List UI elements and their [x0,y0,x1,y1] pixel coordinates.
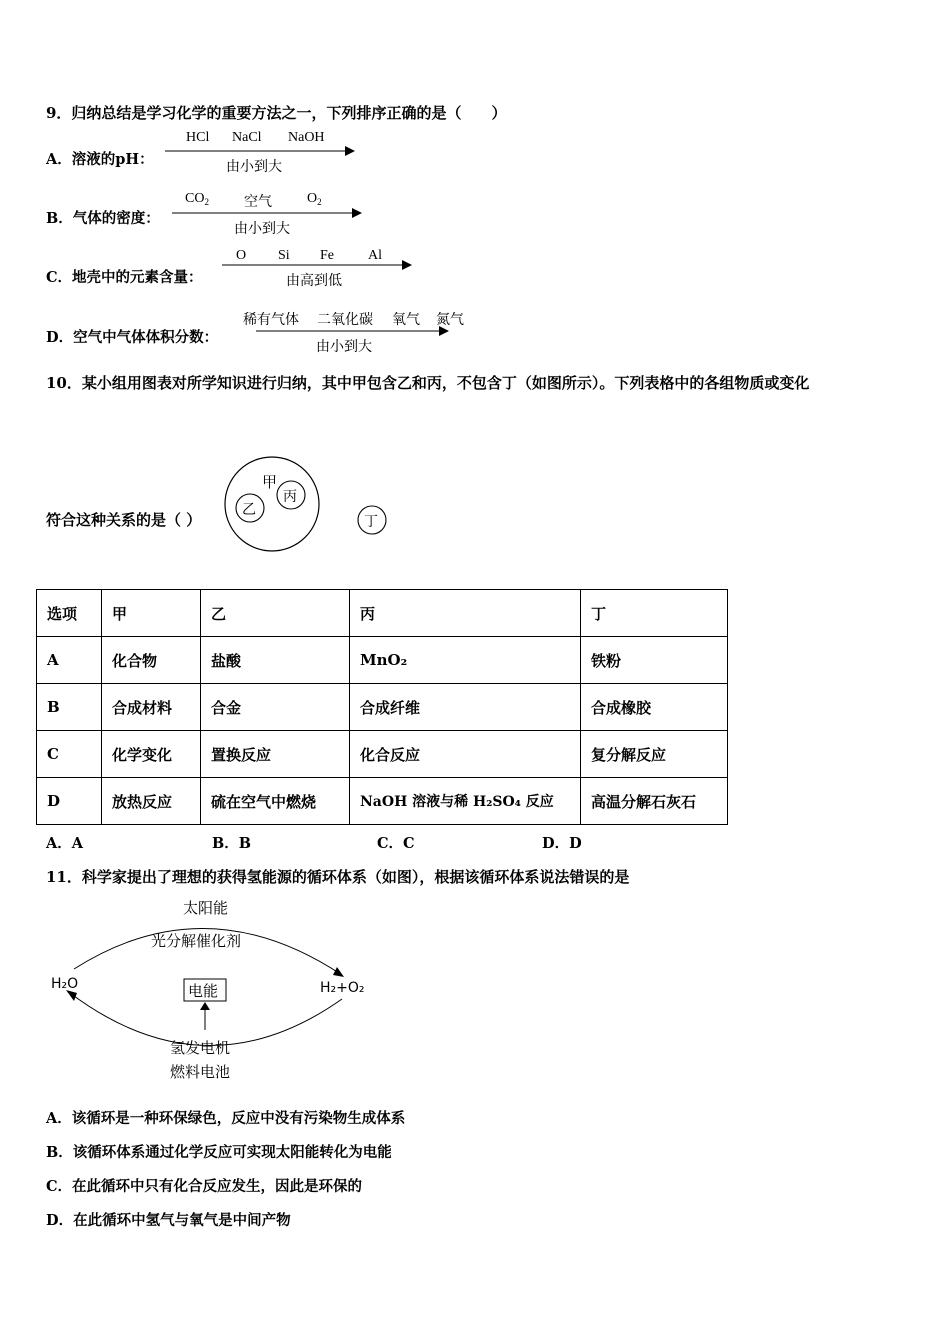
q9-a-item-2: NaCl [232,130,262,145]
q9-b-item-3: $O_2$ [307,191,322,207]
q10-stem-continued: 符合这种关系的是（ ） [46,511,202,529]
table-row [37,731,728,778]
table-cell: 放热反应 [102,778,201,825]
q9-d-under: 由小到大 [316,340,372,355]
table-cell: C [37,731,102,778]
q10-answer-b: B．B [212,835,252,852]
table-row [37,637,728,684]
table-cell: 合成橡胶 [581,684,728,731]
table-cell: MnO₂ [350,637,581,684]
cycle-top-arrowhead [333,967,344,977]
q10-stem: 10．某小组用图表对所学知识进行归纳，其中甲包含乙和丙，不包含丁（如图所示）。下列表格中的各组物质或变化 [46,374,810,392]
table-cell: 硫在空气中燃烧 [201,778,350,825]
table-header-cell: 丁 [581,590,728,637]
q11-option-b: B．该循环体系通过化学反应可实现太阳能转化为电能 [46,1144,392,1161]
q10-answer-d: D．D [542,835,582,852]
venn-bing-label: 丙 [283,489,297,505]
table-header-cell: 丙 [350,590,581,637]
table-header-row [37,590,728,637]
q9-a-item-3: NaOH [288,130,325,145]
q9-a-item-1: HCl [186,130,210,145]
table-cell: D [37,778,102,825]
q9-c-item-3: Fe [320,248,334,263]
q9-d-item-3: 氧气 [392,313,420,328]
table-row [37,684,728,731]
table-cell: 合金 [201,684,350,731]
q11-stem: 11．科学家提出了理想的获得氢能源的循环体系（如图），根据该循环体系说法错误的是 [46,868,630,886]
table-cell: 复分解反应 [581,731,728,778]
venn-ding-label: 丁 [364,514,378,530]
q9-b-under: 由小到大 [234,222,290,237]
q9-d-item-4: 氮气 [436,313,464,328]
q9-stem: 9．归纳总结是学习化学的重要方法之一，下列排序正确的是（ ） [46,104,507,122]
cycle-up-arrowhead [200,1002,210,1010]
cycle-left-label: H₂O [51,976,79,992]
q9-c-item-2: Si [278,248,290,263]
q9-option-d-label: D．空气中气体体积分数： [46,329,219,346]
table-header-cell: 选项 [37,590,102,637]
q11-option-c: C．在此循环中只有化合反应发生，因此是环保的 [46,1178,363,1195]
cycle-top-label-2: 光分解催化剂 [151,932,242,950]
cycle-center-label: 电能 [188,982,219,1000]
q9-d-item-1: 稀有气体 [243,313,299,328]
venn-yi-label: 乙 [242,502,256,518]
q10-table [36,589,728,825]
table-row [37,778,728,825]
cycle-right-label: H₂+O₂ [320,980,365,996]
table-cell: 铁粉 [581,637,728,684]
table-header-cell: 甲 [102,590,201,637]
cycle-top-label-1: 太阳能 [183,899,229,917]
cycle-bottom-label-1: 氢发电机 [170,1039,231,1057]
q9-b-item-2: 空气 [244,195,272,210]
table-cell: 置换反应 [201,731,350,778]
table-cell: B [37,684,102,731]
q11-option-a: A．该循环是一种环保绿色，反应中没有污染物生成体系 [46,1110,406,1127]
q9-c-under: 由高到低 [286,274,342,289]
q9-c-item-4: Al [368,248,382,263]
q10-answer-a: A．A [46,835,84,852]
q9-a-under: 由小到大 [226,160,282,175]
table-cell: 合成材料 [102,684,201,731]
table-cell: 合成纤维 [350,684,581,731]
table-cell: 盐酸 [201,637,350,684]
q10-answer-c: C．C [377,835,415,852]
venn-jia-label: 甲 [262,473,278,491]
q9-option-a-label: A．溶液的pH： [46,151,154,168]
table-cell: 化学变化 [102,731,201,778]
table-header-cell: 乙 [201,590,350,637]
q9-option-b-label: B．气体的密度： [46,210,160,227]
q10-venn-diagram [220,455,400,555]
table-cell: 化合物 [102,637,201,684]
q9-d-item-2: 二氧化碳 [317,313,373,328]
table-cell: 化合反应 [350,731,581,778]
q9-option-c-label: C．地壳中的元素含量： [46,269,203,286]
cycle-bottom-label-2: 燃料电池 [170,1063,231,1081]
table-cell: A [37,637,102,684]
q9-c-item-1: O [236,248,247,263]
venn-jia-circle [225,457,319,551]
table-cell: NaOH 溶液与稀 H₂SO₄ 反应 [350,778,581,825]
q11-cycle-diagram [46,895,376,1090]
q11-option-d: D．在此循环中氢气与氧气是中间产物 [46,1212,291,1229]
q9-b-item-1: $CO_2$ [185,191,209,207]
table-cell: 高温分解石灰石 [581,778,728,825]
